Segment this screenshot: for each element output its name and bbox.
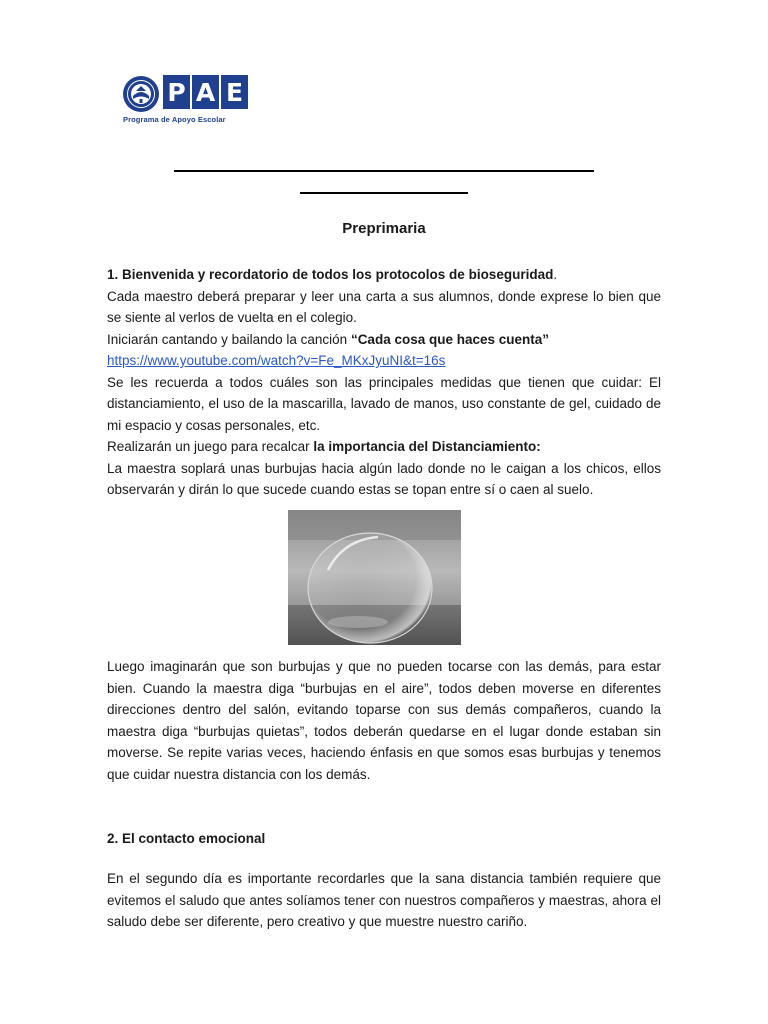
- section2-paragraph: En el segundo día es importante recordarles que la sana distancia también requiere que evitemos el saludo que antes solíamos tener con nuestros compañeros y maestras, ahora el saludo debe ser diferente, pero creativo y que muestre nuestro cariño.: [107, 871, 661, 929]
- bubbles-paragraph: La maestra soplará unas burbujas hacia algún lado donde no le caigan a los chicos, ellos observarán y dirán lo que sucede cuando estas se topan entre sí o caen al suelo.: [107, 460, 661, 497]
- section1-heading: 1. Bienvenida y recordatorio de todos los protocolos de bioseguridad: [107, 267, 554, 282]
- letter-paragraph: Cada maestro deberá preparar y leer una carta a sus alumnos, donde exprese lo bien que se siente al verlos de vuelta en el colegio.: [107, 288, 661, 325]
- section1-heading-end: .: [553, 267, 558, 282]
- song-intro: Iniciarán cantando y bailando la canción: [107, 331, 348, 347]
- measures-paragraph: Se les recuerda a todos cuáles son las principales medidas que tienen que cuidar: El distanciamiento, el uso de la mascarilla, lavado de manos, uso constante de gel, cuidado de mi espacio y cosas personales, etc.: [107, 374, 661, 433]
- document-title: Preprimaria: [342, 220, 426, 237]
- logo-subtitle: Programa de Apoyo Escolar: [123, 115, 226, 124]
- pae-logo: [122, 72, 244, 128]
- game-intro: Realizarán un juego para recalcar: [107, 439, 310, 454]
- blank-line-short: [300, 192, 468, 194]
- song-title: “Cada cosa que haces cuenta”: [350, 331, 550, 347]
- logo-letter: E: [221, 75, 248, 109]
- youtube-link[interactable]: https://www.youtube.com/watch?v=Fe_MKxJyuNI&t=16s: [107, 353, 446, 368]
- section2-heading: 2. El contacto emocional: [107, 831, 266, 846]
- blank-line-long: [174, 170, 594, 172]
- seal-icon: [122, 75, 160, 113]
- logo-letter: P: [163, 75, 190, 109]
- logo-letters: [163, 75, 248, 109]
- soap-bubble-photo: [288, 510, 461, 645]
- section1-block: [107, 264, 661, 501]
- game-emphasis: la importancia del Distanciamiento:: [313, 439, 541, 454]
- logo-letter: A: [192, 75, 219, 109]
- after-image-paragraph: Luego imaginarán que son burbujas y que no pueden tocarse con las demás, para estar bien. Cuando la maestra diga “burbujas en el aire”, todos deben moverse en diferentes direcciones dentro del salón, evitando toparse con sus demás compañeros, cuando la maestra diga “burbujas quietas”, todos deberán quedarse en el lugar donde estaban sin moverse. Se repite varias veces, haciendo énfasis en que somos esas burbujas y tenemos que cuidar nuestra distancia con los demás.: [107, 659, 661, 782]
